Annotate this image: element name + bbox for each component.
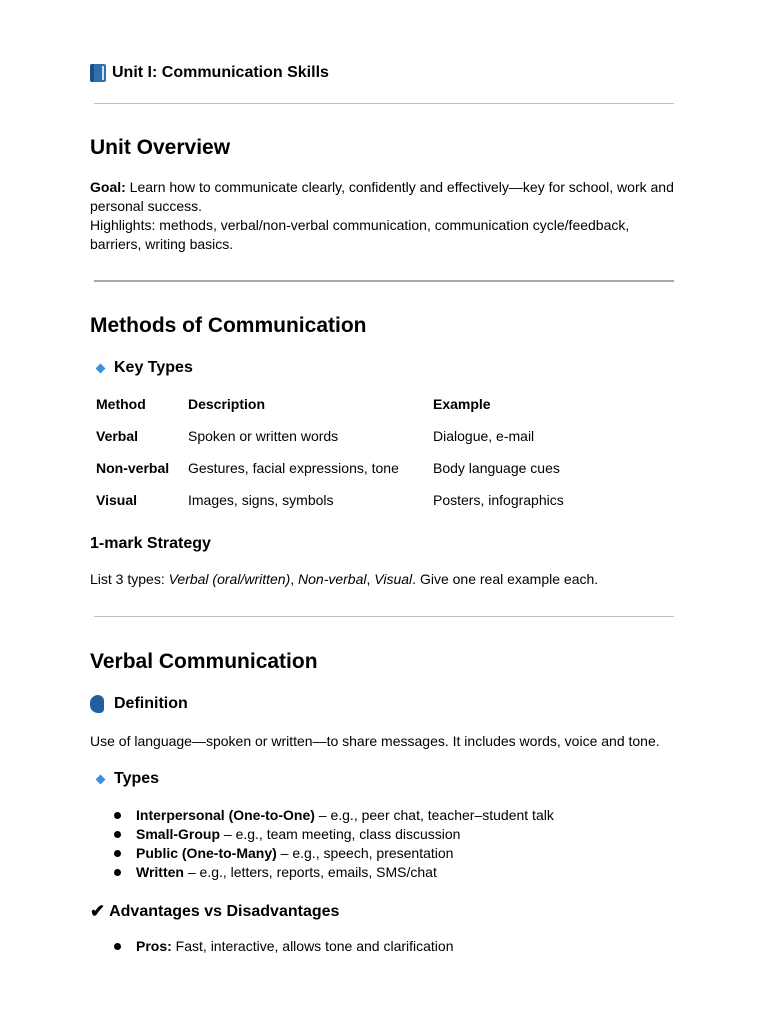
methods-table xyxy=(90,388,659,516)
list-item xyxy=(112,844,554,863)
table-row xyxy=(90,452,659,484)
definition-text: Use of language—spoken or written—to share messages. It includes words, voice and tone. xyxy=(90,733,660,749)
strategy-text xyxy=(90,570,674,589)
definition-heading-text: Definition xyxy=(114,695,188,712)
table-row xyxy=(90,420,659,452)
unit-title-text: Unit I: Communication Skills xyxy=(112,64,329,81)
table-row xyxy=(90,484,659,516)
strategy-prefix: List 3 types: xyxy=(90,571,169,587)
table-header-row xyxy=(90,388,659,420)
pros-text: Fast, interactive, allows tone and clarification xyxy=(171,938,454,954)
table-header-cell: Description xyxy=(188,396,266,412)
types-heading xyxy=(90,770,159,788)
goal-label: Goal: xyxy=(90,179,126,195)
type-example: – e.g., speech, presentation xyxy=(276,845,454,861)
type-example: – e.g., team meeting, class discussion xyxy=(220,826,461,842)
strategy-type: Visual xyxy=(374,571,413,587)
unit-title xyxy=(90,64,329,82)
table-cell: Images, signs, symbols xyxy=(188,492,334,508)
advantages-heading xyxy=(90,901,339,922)
speaking-head-icon xyxy=(90,695,106,713)
goal-text: Learn how to communicate clearly, confidently and effectively—key for school, work and personal success. xyxy=(90,179,674,214)
diamond-bullet-icon xyxy=(96,774,106,784)
strategy-type: Verbal (oral/written) xyxy=(168,571,291,587)
methods-heading: Methods of Communication xyxy=(90,314,367,337)
types-heading-text: Types xyxy=(114,770,160,787)
key-types-heading-text: Key Types xyxy=(114,359,193,376)
table-cell: Dialogue, e-mail xyxy=(433,428,535,444)
diamond-bullet-icon xyxy=(96,363,106,373)
type-name: Public (One-to-Many) xyxy=(136,845,277,861)
highlights-text: Highlights: methods, verbal/non-verbal communication, communication cycle/feedback, barriers, writing basics. xyxy=(90,217,630,252)
list-item xyxy=(112,806,554,825)
table-cell: Visual xyxy=(96,492,137,508)
types-list xyxy=(112,806,554,882)
divider xyxy=(94,280,674,282)
definition-heading xyxy=(90,695,188,713)
strategy-sep: , xyxy=(290,571,299,587)
table-header-cell: Method xyxy=(96,396,146,412)
advantages-heading-text: Advantages vs Disadvantages xyxy=(109,902,340,920)
type-example: – e.g., peer chat, teacher–student talk xyxy=(314,807,554,823)
overview-text xyxy=(90,178,674,254)
verbal-heading: Verbal Communication xyxy=(90,650,318,673)
key-types-heading xyxy=(90,359,193,377)
divider xyxy=(94,616,674,617)
type-name: Written xyxy=(136,864,184,880)
table-cell: Posters, infographics xyxy=(433,492,564,508)
list-item xyxy=(112,863,554,882)
strategy-sep: , xyxy=(366,571,375,587)
strategy-heading: 1-mark Strategy xyxy=(90,535,211,552)
table-cell: Spoken or written words xyxy=(188,428,339,444)
strategy-type: Non-verbal xyxy=(298,571,367,587)
book-icon xyxy=(90,64,106,82)
type-name: Interpersonal (One-to-One) xyxy=(136,807,315,823)
type-name: Small-Group xyxy=(136,826,221,842)
pros-label: Pros: xyxy=(136,938,172,954)
table-cell: Verbal xyxy=(96,428,139,444)
pros-list xyxy=(112,937,454,956)
overview-heading: Unit Overview xyxy=(90,136,231,159)
table-cell: Gestures, facial expressions, tone xyxy=(188,460,399,476)
strategy-suffix: . Give one real example each. xyxy=(412,571,599,587)
list-item xyxy=(112,937,454,956)
checkmark-icon: ✔ xyxy=(90,901,106,921)
divider xyxy=(94,103,674,104)
type-example: – e.g., letters, reports, emails, SMS/chat xyxy=(183,864,437,880)
table-header-cell: Example xyxy=(433,396,491,412)
table-cell: Non-verbal xyxy=(96,460,170,476)
table-cell: Body language cues xyxy=(433,460,560,476)
list-item xyxy=(112,825,554,844)
